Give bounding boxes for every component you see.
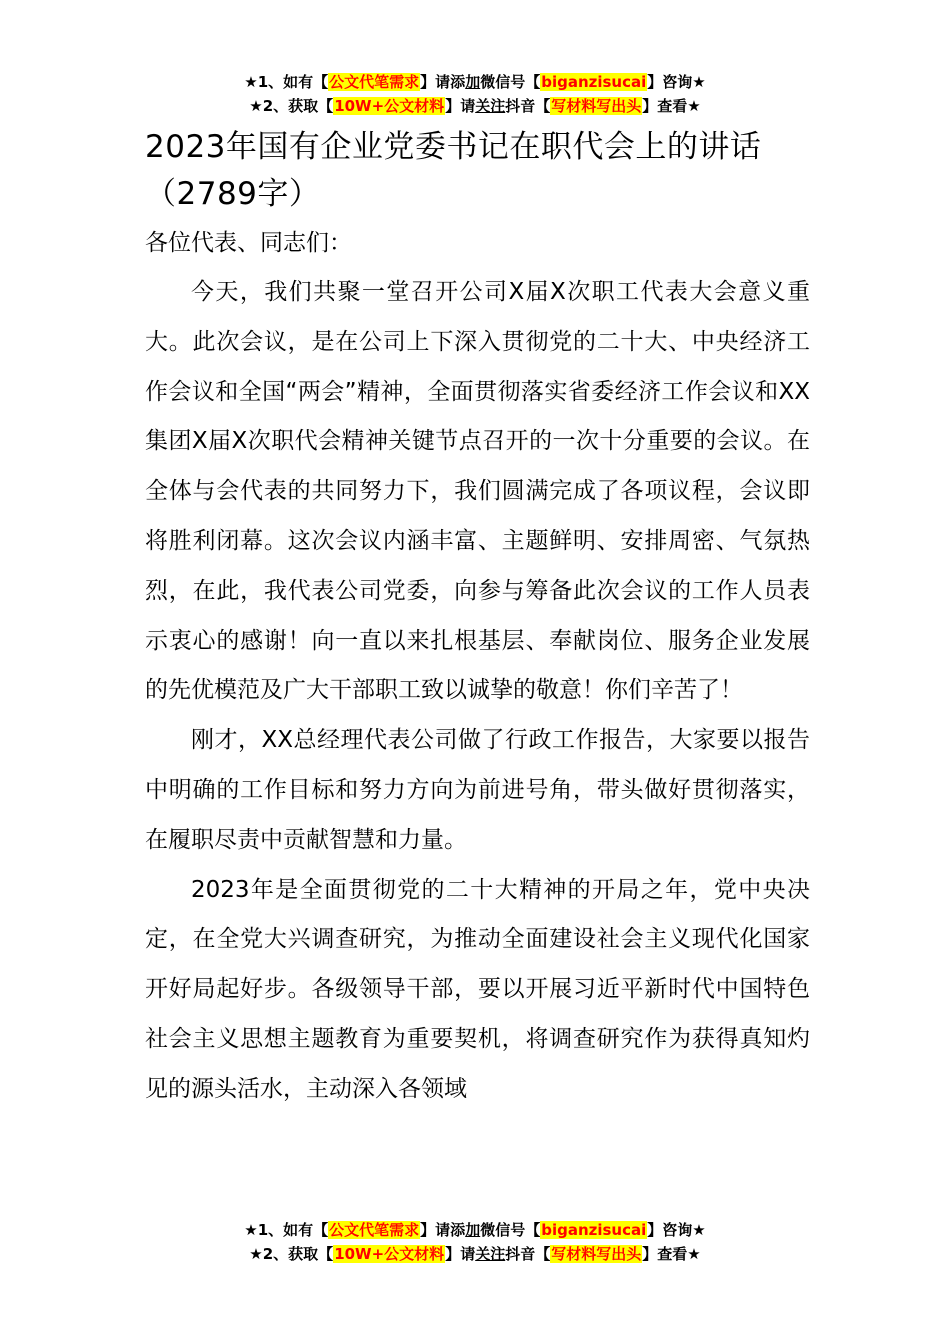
banner-line-1: [0, 70, 950, 94]
banner-highlight: 公文代笔需求: [329, 73, 420, 91]
banner-text: 微信号【: [480, 73, 541, 91]
banner-text: ★1、如有【: [244, 1221, 329, 1239]
banner-highlight: biganzisucai: [541, 1221, 647, 1239]
banner-text: 】请添: [420, 1221, 466, 1239]
banner-underlined-text: 加: [465, 73, 481, 91]
banner-text: 】咨询★: [647, 73, 706, 91]
banner-text: ★2、获取【: [249, 97, 334, 115]
banner-text: 】请添: [420, 73, 466, 91]
banner-text: ★1、如有【: [244, 73, 329, 91]
banner-text: 】咨询★: [647, 1221, 706, 1239]
banner-text: 】请: [445, 1245, 476, 1263]
banner-text: ★2、获取【: [249, 1245, 334, 1263]
banner-highlight: 10W+公文材料: [334, 1245, 445, 1263]
banner-highlight: biganzisucai: [541, 73, 647, 91]
salutation: 各位代表、同志们：: [145, 230, 352, 256]
banner-text: 微信号【: [480, 1221, 541, 1239]
banner-underlined-text: 关注: [475, 97, 506, 115]
banner-line-1: [0, 1218, 950, 1242]
document-body: [145, 124, 810, 1115]
banner-line-2: [0, 94, 950, 118]
banner-underlined-text: 加: [465, 1221, 481, 1239]
banner-text: 】查看★: [642, 1245, 701, 1263]
banner-underlined-text: 关注: [475, 1245, 506, 1263]
banner-text: 抖音【: [505, 1245, 551, 1263]
paragraph: 今天，我们共聚一堂召开公司X届X次职工代表大会意义重大。此次会议，是在公司上下深入贯彻党的二十大、中央经济工作会议和全国“两会”精神，全面贯彻落实省委经济工作会议和XX集团X届X次职代会精神关键节点召开的一次十分重要的会议。在全体与会代表的共同努力下，我们圆满完成了各项议程，会议即将胜利闭幕。这次会议内涵丰富、主题鲜明、安排周密、气氛热烈，在此，我代表公司党委，向参与筹备此次会议的工作人员表示衷心的感谢！向一直以来扎根基层、奉献岗位、服务企业发展的先优模范及广大干部职工致以诚挚的敬意！你们辛苦了！: [145, 279, 810, 704]
banner-highlight: 写材料写出头: [551, 1245, 642, 1263]
banner-highlight: 写材料写出头: [551, 97, 642, 115]
document-title: 2023年国有企业党委书记在职代会上的讲话（2789字）: [145, 129, 762, 212]
footer-banner: [0, 1218, 950, 1266]
banner-text: 】请: [445, 97, 476, 115]
banner-line-2: [0, 1242, 950, 1266]
paragraph: 2023年是全面贯彻党的二十大精神的开局之年，党中央决定，在全党大兴调查研究，为推动全面建设社会主义现代化国家开好局起好步。各级领导干部，要以开展习近平新时代中国特色社会主义思想主题教育为重要契机，将调查研究作为获得真知灼见的源头活水，主动深入各领域: [145, 876, 810, 1102]
banner-text: 抖音【: [505, 97, 551, 115]
paragraph: 刚才，XX总经理代表公司做了行政工作报告，大家要以报告中明确的工作目标和努力方向为前进号角，带头做好贯彻落实，在履职尽责中贡献智慧和力量。: [145, 727, 810, 853]
banner-highlight: 10W+公文材料: [334, 97, 445, 115]
banner-highlight: 公文代笔需求: [329, 1221, 420, 1239]
header-banner: [0, 70, 950, 118]
banner-text: 】查看★: [642, 97, 701, 115]
